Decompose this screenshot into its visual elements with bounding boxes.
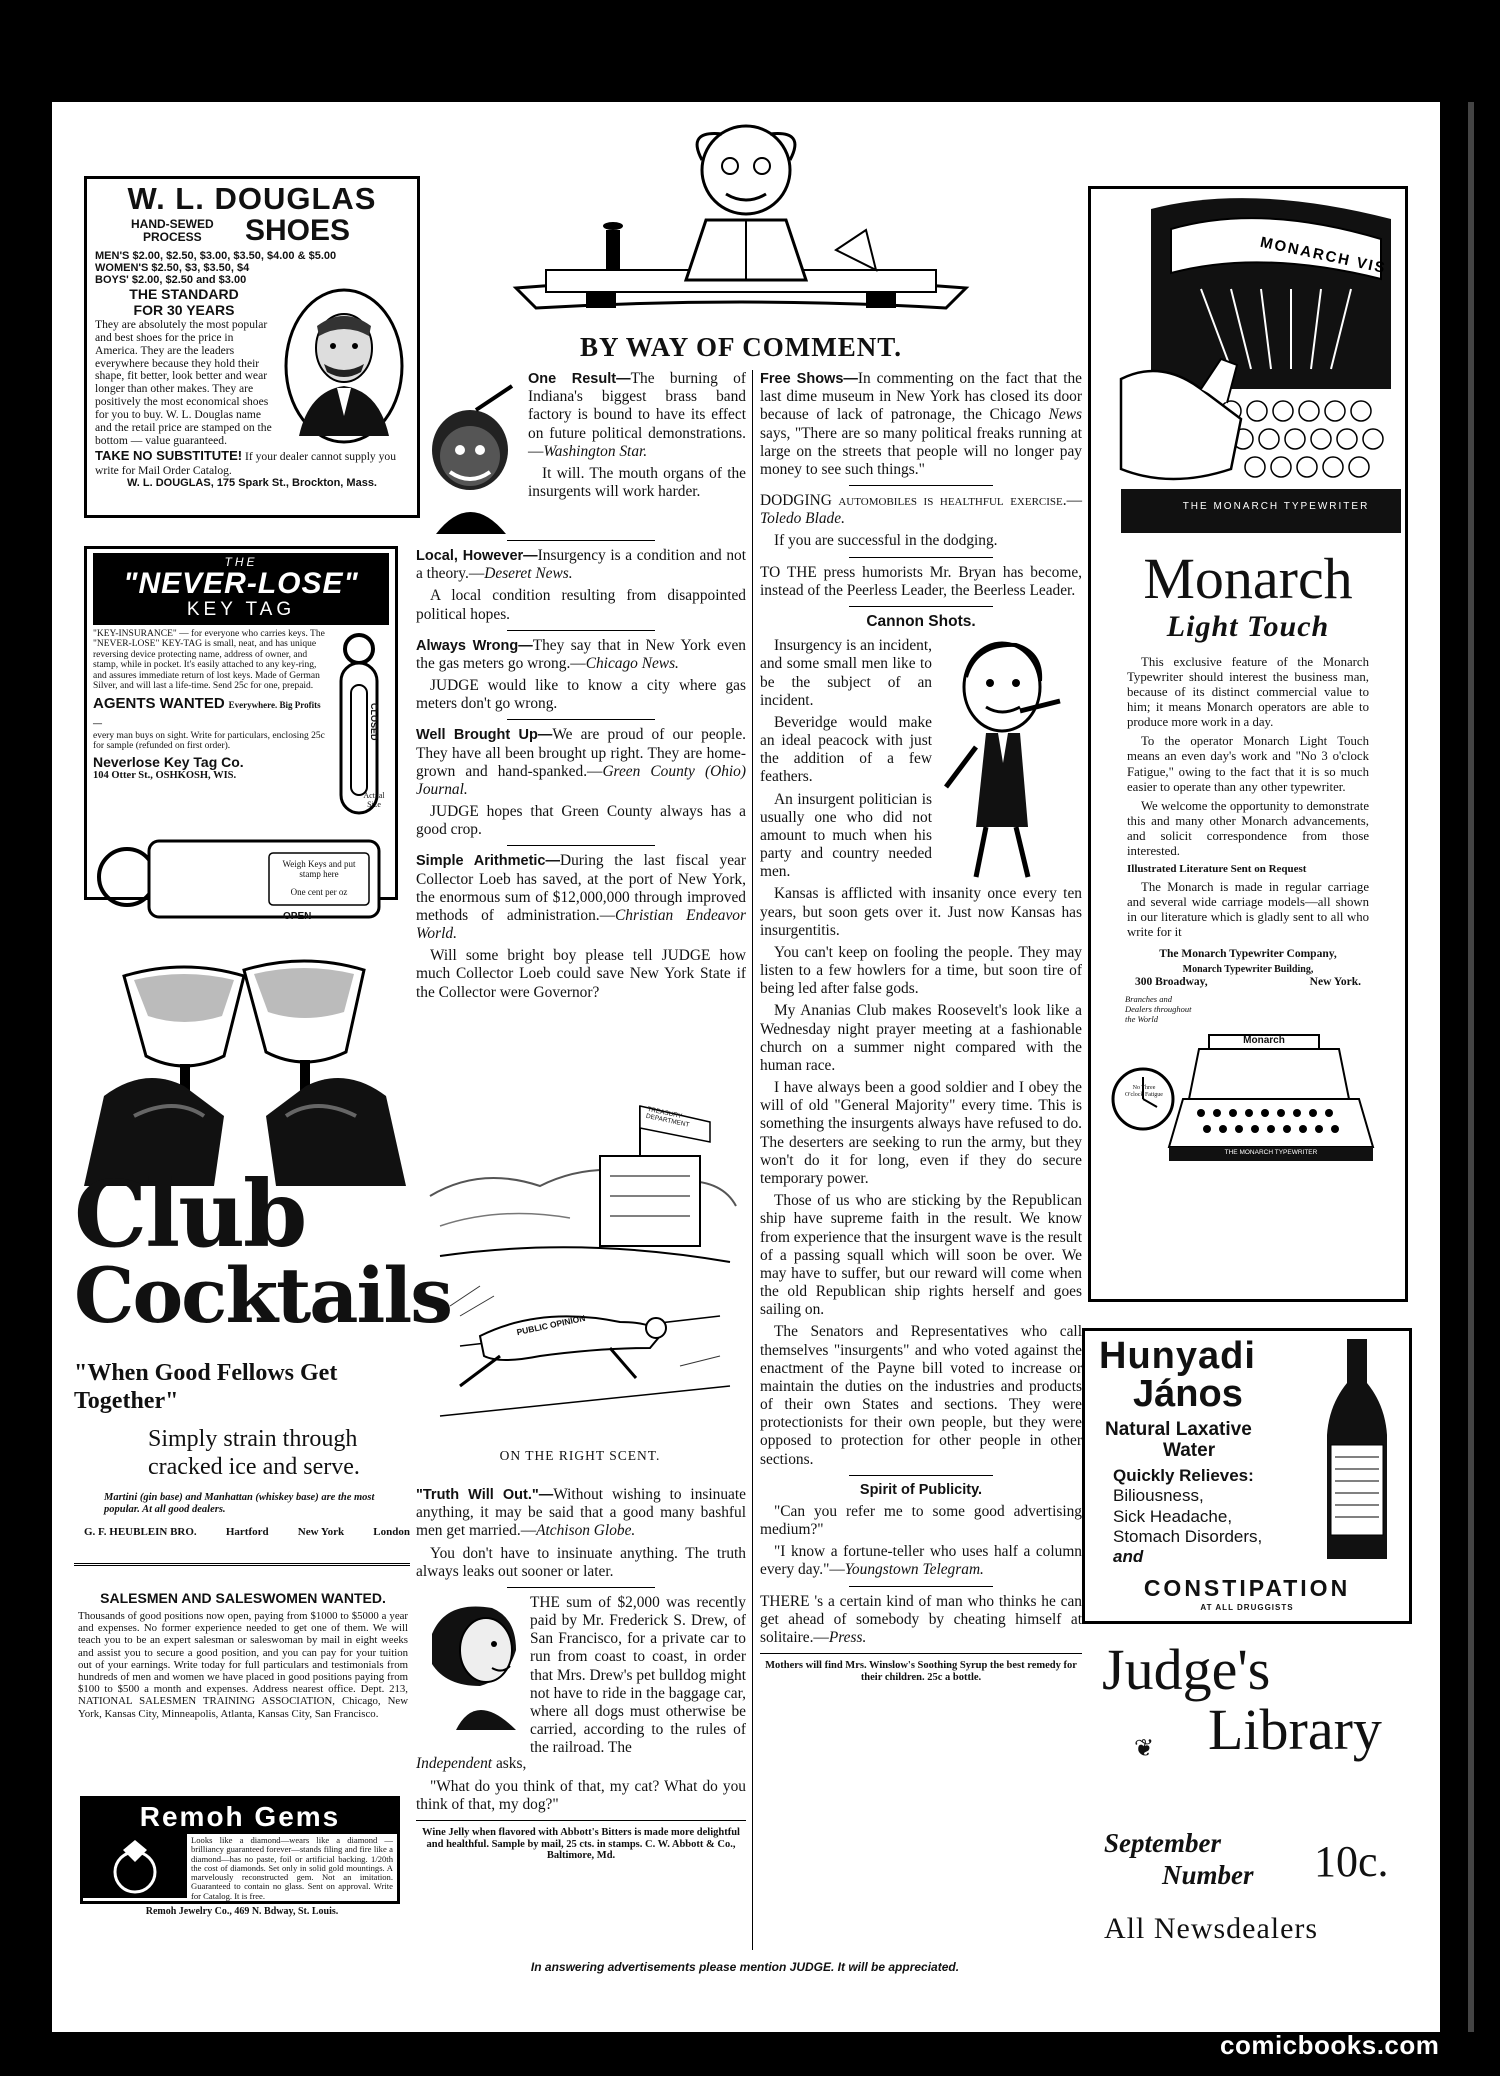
hunyadi-janos: János <box>1133 1373 1243 1415</box>
there-source: Press. <box>828 1628 867 1646</box>
cannon-0: Insurgency is an incident, and some small men like to be the subject of an incident. <box>760 637 932 709</box>
hunyadi-item2: Sick Headache, <box>1113 1506 1233 1526</box>
cannon-caricature <box>936 637 1082 887</box>
rule <box>507 719 656 720</box>
comment-col1-7-text: JUDGE hopes that Green County always has a good crop. <box>416 803 746 839</box>
comment-col1b-0-src: Atchison Globe. <box>536 1522 636 1540</box>
cannon-4: You can't keep on fooling the people. They may listen to a few howlers for a time, but soon tire of being led after false gods. <box>760 943 1082 998</box>
cannon-1: Beveridge would make an ideal peacock with just the addition of a few feathers. <box>760 713 932 786</box>
drew-source: Independent <box>416 1755 493 1773</box>
comment-col2-1-src: Toledo Blade. <box>760 510 845 528</box>
drew-question: "What do you think of that, my cat? What do you think of that, my dog?" <box>416 1777 746 1813</box>
hunyadi-sub1: Natural Laxative <box>1105 1418 1252 1440</box>
hunyadi-item1: Biliousness, <box>1113 1486 1204 1506</box>
comment-column-1-lower <box>416 1486 746 1862</box>
hunyadi-bottle-illustration <box>1315 1335 1399 1565</box>
douglas-boys-prices: BOYS' $2.00, $2.50 and $3.00 <box>95 273 247 286</box>
comment-col1-first <box>528 370 746 534</box>
cannon-title: Cannon Shots. <box>866 612 976 630</box>
cannon-5: My Ananias Club makes Roosevelt's look like a Wednesday night prayer meeting at a fashionable church on a summer night compared with the human race. <box>760 1002 1082 1074</box>
page-footer: In answering advertisements please mention JUDGE. It will be appreciated. <box>530 1960 960 1974</box>
monarch-p3: We welcome the opportunity to demonstrate this and many other Monarch advancements, and solicit correspondence from those interested. <box>1127 798 1369 859</box>
cocktails-divider <box>74 1563 410 1566</box>
neverlose-ad <box>84 546 398 922</box>
neverlose-everywhere: Everywhere. Big Profits— <box>93 699 321 728</box>
hunyadi-janos-ad <box>1082 1328 1412 1624</box>
douglas-womens-prices: WOMEN'S $2.50, $3, $3.50, $4 <box>95 261 250 274</box>
douglas-process: PROCESS <box>142 229 202 244</box>
library-number: Number <box>1162 1860 1254 1890</box>
salesmen-ad <box>78 1590 408 1770</box>
library-price: 10c. <box>1314 1837 1389 1886</box>
comment-col2-2-text: If you are successful in the dodging. <box>774 532 998 550</box>
cocktails-line1: Simply strain through <box>148 1426 358 1452</box>
comment-header-illustration <box>506 120 976 320</box>
rule <box>849 606 994 607</box>
comment-col1b-0-lead: "Truth Will Out."— <box>416 1487 554 1503</box>
comment-col1-1-text: It will. The mouth organs of the insurgents will work harder. <box>528 464 746 501</box>
typewriter-illustration <box>1091 189 1405 533</box>
comment-column-2 <box>760 370 1082 1684</box>
monarch-p1: This exclusive feature of the Monarch Typewriter should interest the business man, because of its distinct commercial value to him; it means Monarch operators are able to produce more work in a day. <box>1127 654 1369 730</box>
douglas-shoes-ad <box>84 176 420 518</box>
comment-col2-0-text: In commenting on the fact that the last dime museum in New York has closed its door because of lack of patronage, the Chicago <box>760 370 1082 424</box>
fob-weigh-text: Weigh Keys and put stamp here <box>282 859 356 879</box>
toasting-glasses-illustration <box>74 946 416 1186</box>
cannon-3: Kansas is afflicted with insanity once every ten years, but soon gets over it. Just now Kansas has insurgentitis. <box>760 885 1082 939</box>
rule <box>849 557 994 558</box>
clock-label: No Three O'clock Fatigue <box>1125 1085 1163 1098</box>
neverlose-body: "KEY-INSURANCE" — for everyone who carries keys. The "NEVER-LOSE" KEY-TAG is small, neat, and has unique reversing device protecting name, address of owner, and stamp, while in pocket. It's easily attached to any key-ring, and assures immediate return of lost keys. Made of German Silver, and will last a life-time. Send 25c for one, prepaid. <box>93 629 325 692</box>
comment-col1-8-text: During the last fiscal year Collector Loeb has saved, at the port of New York, the enormous sum of $12,000,000 through improved methods of administration.— <box>416 852 746 924</box>
neverlose-address: 104 Otter St., OSHKOSH, WIS. <box>93 769 237 781</box>
comment-col1-6-src: Green County (Ohio) Journal. <box>416 762 746 798</box>
cocktails-city-newyork: New York <box>297 1526 345 1538</box>
bald-man-caricature <box>416 1594 530 1730</box>
comment-col2-0-lead: Free Shows— <box>760 371 858 387</box>
neverlose-agents: AGENTS WANTED <box>93 694 225 712</box>
douglas-portrait <box>279 286 409 446</box>
cannon-6: I have always been a good soldier and I obey the will of old "General Majority" every time. This is something the insurgents always have refused to do. The deserters are seeking to run the army, but they won't do it for long, even if they do secure temporary power. <box>760 1079 1082 1187</box>
comment-col2-3-text: TO THE press humorists Mr. Bryan has become, instead of the Peerless Leader, the Beerless Leader. <box>760 563 1082 599</box>
comment-col2-0-after: says, "There are so many political freaks running at large on the streets that people will no longer pay money to see such things." <box>760 424 1082 478</box>
comment-col1-6-text: We are proud of our people. They have all been brought up right. They are home-grown and hand-spanked.— <box>416 726 746 780</box>
hunyadi-druggists: AT ALL DRUGGISTS <box>1200 1603 1294 1612</box>
cartoon-sign-text: TREASURY DEPARTMENT <box>645 1105 690 1129</box>
cannon-7: Those of us who are sticking by the Republican ship have supreme faith in the result. We know from experience that the insurgent wave is the result of a passing squall which will soon be over. We may have to suffer, but our reward will come when the old Republican ship rights herself and goes sailing on. <box>760 1192 1082 1319</box>
actual-size-label: Actual Size <box>363 791 385 809</box>
neverlose-subtitle: KEY TAG <box>186 599 296 620</box>
neverlose-agents-body: every man buys on sight. Write for particulars, enclosing 25c for sample (refunded on first order). <box>93 730 325 752</box>
remoh-title: Remoh Gems <box>83 1799 397 1834</box>
spirit-source: Youngstown Telegram. <box>844 1561 984 1579</box>
neverlose-the: THE <box>224 555 258 569</box>
douglas-years: FOR 30 YEARS <box>133 301 235 318</box>
rule <box>507 630 656 631</box>
library-title-1: Judge's <box>1102 1637 1271 1702</box>
cocktails-title: Cocktails <box>74 1251 451 1340</box>
rule <box>416 1820 746 1821</box>
monarch-company: The Monarch Typewriter Company, <box>1159 948 1337 961</box>
abbott-ad: Wine Jelly when flavored with Abbott's Bitters is made more delightful and healthful. Sample by mail, 25 cts. in stamps. C. W. Abbott & Co., Baltimore, Md. <box>422 1826 740 1862</box>
comment-col1-4-src: Chicago News. <box>585 654 679 672</box>
typewriter-brand-label: MONARCH VIS <box>1258 233 1389 278</box>
comment-col1-0-text: The burning of Indiana's biggest brass band factory is bound to have its effect on future political demonstrations. — <box>528 370 746 460</box>
cannon-2: An insurgent politician is usually one who did not amount to much when his party and country needed men. <box>760 790 932 881</box>
douglas-shoes-word: SHOES <box>245 213 351 247</box>
hunyadi-item3: Stomach Disorders, <box>1113 1527 1263 1547</box>
comment-column-1 <box>416 370 746 1006</box>
comment-col1-3-text: A local condition resulting from disappointed political hopes. <box>416 587 746 623</box>
column-divider <box>752 370 753 1950</box>
there-text: THERE 's a certain kind of man who thinks he can get ahead of somebody by cheating himself at solitaire.— <box>760 1592 1082 1646</box>
monarch-subtitle: Light Touch <box>1166 609 1330 643</box>
key-tag-closed-label: CLOSED <box>369 703 379 741</box>
comment-col1-4-lead: Always Wrong— <box>416 637 533 654</box>
judges-library-ad <box>1090 1637 1420 1970</box>
page-edge-line <box>1468 102 1474 2032</box>
remoh-address: Remoh Jewelry Co., 469 N. Bdway, St. Louis. <box>145 1906 339 1917</box>
page-edge-shadow <box>1440 102 1468 2032</box>
spirit-line1: "Can you refer me to some good advertising medium?" <box>760 1502 1082 1539</box>
comment-col1-2-text: Insurgency is a condition and not a theory.— <box>416 547 746 583</box>
hunyadi-constipation: CONSTIPATION <box>1143 1575 1351 1601</box>
hunyadi-sub2: Water <box>1163 1439 1216 1461</box>
monarch-addr2: New York. <box>1309 975 1361 988</box>
comment-col1-5-text: JUDGE would like to know a city where gas meters don't go wrong. <box>416 677 746 713</box>
cocktails-maker: G. F. HEUBLEIN BRO. <box>84 1526 197 1538</box>
spirit-line2: "I know a fortune-teller who uses half a column every day."— <box>760 1543 1082 1579</box>
douglas-no-sub-rest: If your dealer cannot supply you write for Mail Order Catalog. <box>95 450 396 477</box>
comment-col2-0-src: News <box>1048 406 1082 424</box>
monarch-p4: The Monarch is made in regular carriage and several wide carriage models—all shown in our literature which is gladly sent to all who write for it <box>1127 880 1369 940</box>
rule <box>849 1586 994 1587</box>
library-dealers: All Newsdealers <box>1104 1912 1319 1945</box>
cocktails-city-hartford: Hartford <box>225 1526 269 1538</box>
neverlose-banner <box>93 553 389 625</box>
fob-cent-text: One cent per oz <box>290 887 348 897</box>
douglas-standard: THE STANDARD <box>129 285 239 302</box>
rule <box>849 485 994 486</box>
comment-col1b-1-text: You don't have to insinuate anything. The truth always leaks out sooner or later. <box>416 1544 746 1580</box>
monarch-literature: Illustrated Literature Sent on Request <box>1127 863 1307 876</box>
leaf-ornament-icon: ❦ <box>1134 1736 1155 1762</box>
cocktails-line2: cracked ice and serve. <box>148 1454 360 1480</box>
comment-col2-1-text: DODGING automobiles is healthful exercise.— <box>760 492 1082 510</box>
hunyadi-and: and <box>1113 1547 1144 1567</box>
rule <box>760 1653 1082 1654</box>
cartoon-caption: ON THE RIGHT SCENT. <box>499 1448 661 1463</box>
cocktails-note: Martini (gin base) and Manhattan (whiskey base) are the most popular. At all good dealers. <box>104 1492 375 1516</box>
typewriter-base-label: THE MONARCH TYPEWRITER <box>1182 501 1370 512</box>
diamond-ring-illustration <box>83 1834 187 1898</box>
comment-col1-9-text: Will some bright boy please tell JUDGE how much Collector Loeb could save New York State if the Collector were Governor? <box>416 947 746 1001</box>
library-title-2: Library <box>1208 1697 1382 1762</box>
douglas-name: W. L. DOUGLAS <box>127 181 377 216</box>
salesmen-body: Thousands of good positions now open, paying from $1000 to $5000 a year and expenses. No former experience needed to get one of them. We will teach you to be an expert salesman or saleswoman by mail in eight weeks and assist you to secure a good position, and you can pay for your tuition out of your earnings. Write today for full particulars and testimonials from hundreds of men and women we have placed in good positions paying from $100 to $500 a month and expenses. Address nearest office. Dept. 213, NATIONAL SALESMEN TRAINING ASSOCIATION, Chicago, New York, Kansas City, Minneapolis, Atlanta, Kansas City, San Francisco. <box>78 1610 408 1720</box>
salesmen-title: SALESMEN AND SALESWOMEN WANTED. <box>100 1590 386 1606</box>
comment-col1-4-text: They say that in New York even the gas meters go wrong.— <box>416 636 746 672</box>
rule <box>507 1587 656 1588</box>
comment-col1-8-src: Christian Endeavor World. <box>416 906 746 943</box>
comment-col1-2-src: Deseret News. <box>484 565 573 583</box>
comment-col1-2-lead: Local, However— <box>416 548 538 564</box>
monarch-ad <box>1088 186 1408 1302</box>
drew-text: THE sum of $2,000 was recently paid by Mr. Frederick S. Drew, of San Francisco, for a private car to run from coast to coast, in order that Mrs. Drew's pet bulldog might not have to ride in the baggage car, where all dogs must otherwise be carried, according to the rules of the railroad. The <box>530 1593 746 1757</box>
club-cocktails-ad <box>74 946 451 1546</box>
cocktails-city-london: London <box>373 1526 410 1538</box>
watermark: comicbooks.com <box>1220 2030 1440 2060</box>
douglas-address: W. L. DOUGLAS, 175 Spark St., Brockton, Mass. <box>126 476 377 489</box>
douglas-no-substitute: TAKE NO SUBSTITUTE! <box>95 448 243 464</box>
library-month: September <box>1104 1828 1221 1858</box>
comment-col1-0-src: Washington Star. <box>543 442 648 460</box>
neverlose-company: Neverlose Key Tag Co. <box>93 753 244 770</box>
mini-typewriter-base: THE MONARCH TYPEWRITER <box>1224 1149 1318 1157</box>
remoh-gems-ad <box>80 1796 400 1904</box>
douglas-mens-prices: MEN'S $2.00, $2.50, $3.00, $3.50, $4.00 & $5.00 <box>95 249 337 262</box>
monarch-addr1: 300 Broadway, <box>1135 975 1208 988</box>
fob-open-label: OPEN <box>283 911 312 922</box>
douglas-hand-sewed: HAND-SEWED <box>131 216 214 231</box>
neverlose-title: "NEVER-LOSE" <box>123 567 359 600</box>
comment-header: BY WAY OF COMMENT. <box>579 332 902 362</box>
comment-col1-0-lead: One Result— <box>528 371 631 387</box>
rule <box>849 1475 994 1476</box>
right-scent-cartoon <box>420 1086 740 1466</box>
mini-typewriter-label: Monarch <box>1243 1035 1285 1047</box>
cocktails-slogan: "When Good Fellows Get Together" <box>74 1360 338 1414</box>
rule <box>507 845 656 846</box>
monarch-building: Monarch Typewriter Building, <box>1182 964 1314 976</box>
comment-col1-8-lead: Simple Arithmetic— <box>416 853 560 870</box>
comment-col1-6-lead: Well Brought Up— <box>416 727 553 744</box>
hunyadi-title: Hunyadi <box>1099 1335 1256 1377</box>
drew-end: asks, <box>495 1755 527 1773</box>
smoker-caricature <box>416 370 528 534</box>
cartoon-dog-label: PUBLIC OPINION <box>515 1312 587 1338</box>
monarch-title: Monarch <box>1143 546 1353 611</box>
comment-col1b-0-text: Without wishing to insinuate anything, it may be said that a good many bashful men get married.— <box>416 1486 746 1540</box>
douglas-body: They are absolutely the most popular and best shoes for the price in America. They are the leaders everywhere because they hold their shape, fit better, look better and wear longer than other makes. They are positively the most economical shoes for you to buy. W. L. Douglas name and the retail price are stamped on the bottom — value guaranteed. <box>95 317 272 448</box>
cannon-8: The Senators and Representatives who call themselves "insurgents" and who voted against the enactment of the Payne bill voted to increase or maintain the duties on the industries and products of their own States and sections. They were protectionists for their own people, but they were opposed to protection for other people in other sections. <box>760 1323 1082 1468</box>
rule <box>507 540 656 541</box>
hunyadi-relieves: Quickly Relieves: <box>1113 1465 1254 1485</box>
key-fob-illustration <box>93 791 389 923</box>
remoh-body: Looks like a diamond—wears like a diamond — brilliancy guaranteed forever—stands filing and fire like a diamond—has no paste, foil or artificial backing. 1/20th the cost of diamonds. Set only in solid gold mountings. A marvelously reconstructed gem. Not an imitation. Guaranteed to contain no glass. Sent on approval. Write for Catalog. It is free. <box>191 1835 393 1901</box>
club-title: Club <box>74 1160 306 1268</box>
monarch-branches: Branches and Dealers throughout the World <box>1125 994 1192 1024</box>
monarch-p2: To the operator Monarch Light Touch means an even day's work and "No 3 o'clock Fatigue," owing to the fact that it is so much easier to operate than any other typewriter. <box>1127 734 1369 794</box>
spirit-title: Spirit of Publicity. <box>859 1481 983 1498</box>
mini-typewriter-illustration <box>1109 1029 1399 1169</box>
winslow-ad: Mothers will find Mrs. Winslow's Soothing Syrup the best remedy for their children. 25c a bottle. <box>765 1660 1077 1683</box>
